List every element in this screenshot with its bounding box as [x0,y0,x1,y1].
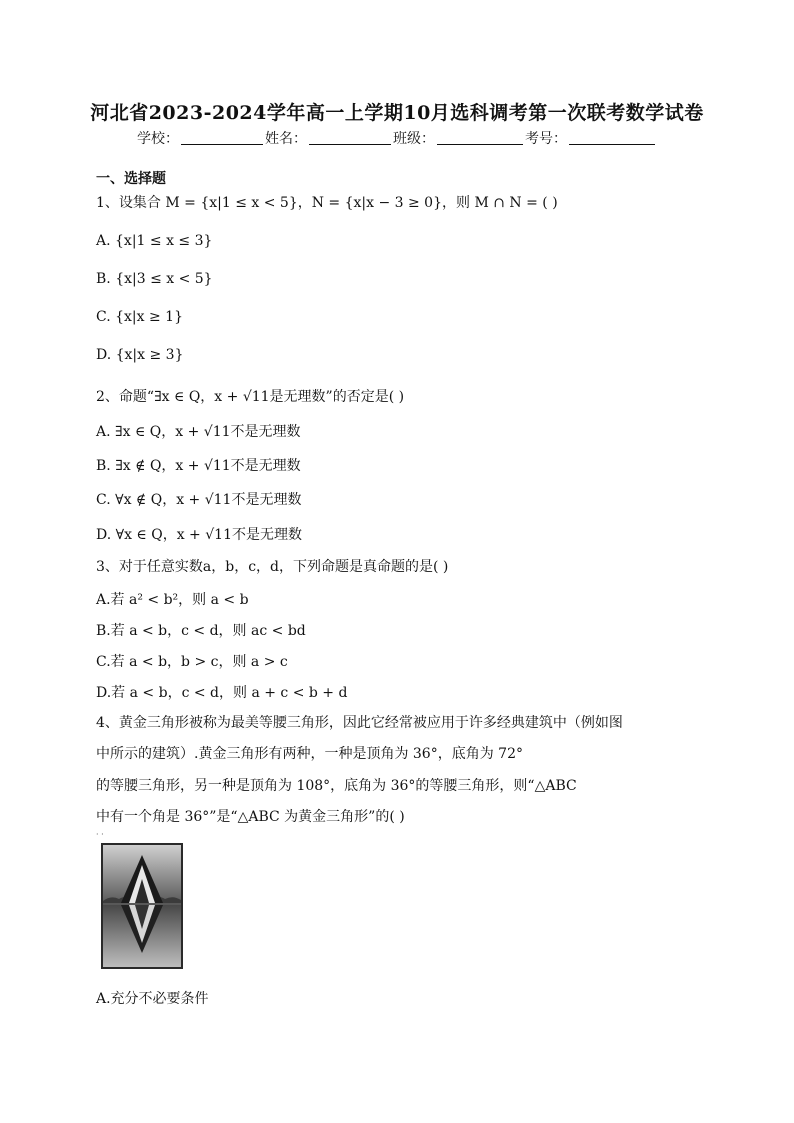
page-title: 河北省2023-2024学年高一上学期10月选科调考第一次联考数学试卷 [90,102,704,124]
question-1-option-b: B. {x|3 ≤ x < 5} [96,271,213,287]
image-artifact-mark: · · [96,830,104,839]
question-4-stem-line-1: 4、黄金三角形被称为最美等腰三角形，因此它经常被应用于许多经典建筑中（例如图 [96,715,623,731]
question-1-option-d: D. {x|x ≥ 3} [96,347,184,363]
name-blank[interactable] [309,130,391,145]
question-3-stem: 3、对于任意实数a，b，c，d，下列命题是真命题的是( ) [96,559,449,575]
exam-no-label: 考号： [525,131,567,147]
question-4-stem-line-2: 中所示的建筑）.黄金三角形有两种，一种是顶角为 36°，底角为 72° [96,746,523,762]
question-1-stem: 1、设集合 M = {x|1 ≤ x < 5}，N = {x|x − 3 ≥ 0}，则 M ∩ N = ( ) [96,195,558,211]
student-info-row [0,128,794,148]
question-4-stem-line-3: 的等腰三角形，另一种是顶角为 108°，底角为 36°的等腰三角形，则“△ABC [96,778,577,794]
question-2-option-d: D. ∀x ∈ Q，x + √11不是无理数 [96,527,302,543]
question-2-option-b: B. ∃x ∉ Q，x + √11不是无理数 [96,458,301,474]
question-2-stem: 2、命题“∃x ∈ Q，x + √11是无理数”的否定是( ) [96,389,405,405]
name-label: 姓名： [265,131,307,147]
question-1-option-c: C. {x|x ≥ 1} [96,309,183,325]
question-2-option-a: A. ∃x ∈ Q，x + √11不是无理数 [96,424,301,440]
question-2-option-c: C. ∀x ∉ Q，x + √11不是无理数 [96,492,302,508]
question-3-option-c: C.若 a < b，b > c，则 a > c [96,654,288,670]
question-1-option-a: A. {x|1 ≤ x ≤ 3} [96,233,213,249]
school-label: 学校： [137,131,179,147]
class-label: 班级： [393,131,435,147]
question-3-option-b: B.若 a < b，c < d，则 ac < bd [96,623,306,639]
golden-triangle-building-photo [101,843,183,969]
class-blank[interactable] [437,130,523,145]
school-blank[interactable] [181,130,263,145]
section-heading: 一、选择题 [96,171,166,187]
question-4-stem-line-4: 中有一个角是 36°”是“△ABC 为黄金三角形”的( ) [96,809,405,825]
exam-no-blank[interactable] [569,130,655,145]
question-3-option-d: D.若 a < b，c < d，则 a + c < b + d [96,685,348,701]
question-3-option-a: A.若 a² < b²，则 a < b [96,592,249,608]
question-4-option-a: A.充分不必要条件 [96,991,209,1007]
